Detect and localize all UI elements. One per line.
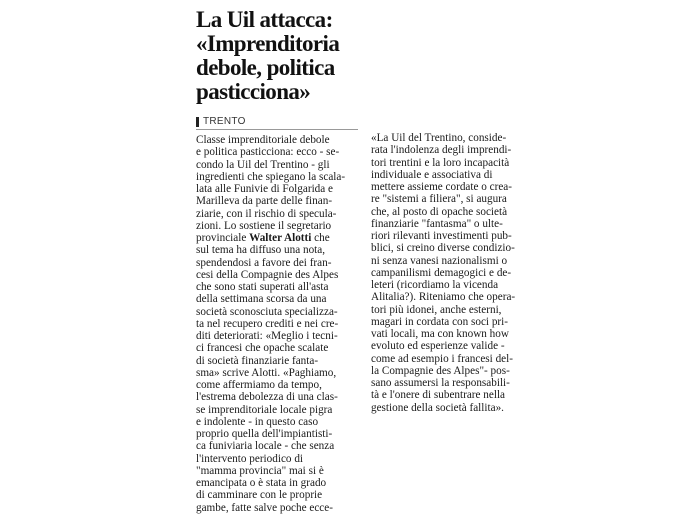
author-name: Walter Alotti (249, 232, 312, 244)
text-line: come affermiamo da tempo, (196, 379, 322, 391)
text-line: sul tema ha diffuso una nota, (196, 244, 326, 257)
article-column-2 (371, 132, 516, 414)
text-line: «La Uil del Trentino, conside- (371, 132, 507, 144)
text-line: Marilleva da parte delle finan- (196, 195, 333, 208)
text-line: di società finanziarie fanta- (196, 354, 319, 367)
text-line: di camminare con le proprie (196, 489, 323, 502)
text-line: leteri (ricordiamo la vicenda (371, 279, 499, 291)
text-line: diti deteriorati: «Meglio i tecni- (196, 330, 338, 342)
text-line: società sconosciuta specializza- (196, 305, 338, 318)
text-line: la Compagnie des Alpes"- pos- (371, 364, 510, 377)
dateline-marker-icon (196, 117, 199, 127)
text-line: individuale e associativa di (371, 168, 493, 181)
text-line: l'estrema debolezza di una clas- (196, 391, 338, 404)
text-line: se imprenditoriale locale pigra (196, 403, 333, 416)
dateline (196, 116, 246, 127)
divider (196, 129, 358, 130)
text-line: lata alle Funivie di Folgarida e (196, 183, 334, 195)
text-line: che (311, 232, 330, 244)
text-line: ta nel recupero crediti e nei cre- (196, 317, 339, 330)
headline-line: La Uil attacca: (196, 7, 333, 32)
headline-line: «Imprenditoria (196, 31, 340, 56)
text-line: e indolente - in questo caso (196, 415, 319, 428)
text-line: come ad esempio i francesi del- (371, 352, 513, 365)
headline-line: pasticciona» (196, 79, 311, 104)
text-line: tori trentini e la loro incapacità (371, 156, 510, 169)
text-line: che sono stati superati all'asta (196, 281, 329, 293)
text-line: gambe, fatte salve poche ecce- (196, 501, 333, 514)
text-line: provinciale (196, 232, 247, 244)
text-line: evoluto ed esperienze valide - (371, 340, 505, 353)
text-line: rata l'indolenza degli imprendi- (371, 144, 512, 157)
text-line: ingredienti che spiegano la scala- (196, 170, 346, 183)
text-line: zioni. Lo sostiene il segretario (196, 219, 332, 232)
text-line: Classe imprenditoriale debole (196, 134, 330, 146)
text-line-with-name (196, 232, 362, 244)
text-line: ziarie, con il rischio di specula- (196, 207, 337, 220)
text-line: tà e l'onere di subentrare nella (371, 389, 506, 402)
article-column-1 (196, 134, 362, 514)
text-line: spendendosi a favore dei fran- (196, 256, 332, 269)
text-line: proprio quella dell'impiantisti- (196, 428, 333, 440)
text-line: sma» scrive Alotti. «Paghiamo, (196, 366, 337, 379)
text-line: vati locali, ma con known how (371, 328, 509, 340)
text-line: condo la Uil del Trentino - gli (196, 158, 330, 171)
text-line: campanilismi demagogici e de- (371, 266, 512, 279)
text-line: "mamma provincia" mai si è (196, 464, 324, 477)
text-line: e politica pasticciona: ecco - se- (196, 146, 340, 159)
text-line: mettere assieme cordate o crea- (371, 181, 513, 193)
text-line: emancipata o è stata in grado (196, 477, 327, 489)
text-line: ni senza vanesi nazionalismi o (371, 254, 508, 267)
text-line: finanziarie "fantasma" o ulte- (371, 217, 503, 230)
text-line: che, al posto di opache società (371, 205, 508, 218)
text-line: sano assumersi la responsabili- (371, 377, 510, 389)
headline (196, 8, 366, 104)
text-line: della settimana scorsa da una (196, 293, 327, 306)
dateline-text: TRENTO (203, 116, 246, 127)
text-line: l'intervento periodico di (196, 452, 304, 465)
text-line: re "sistemi a filiera", si augura (371, 193, 507, 206)
text-line: tori più idonei, anche esterni, (371, 303, 502, 316)
text-line: cesi della Compagnie des Alpes (196, 268, 339, 281)
text-line: riori rilevanti investimenti pub- (371, 230, 512, 242)
text-line: gestione della società fallita». (371, 401, 504, 414)
text-line: magari in cordata con soci pri- (371, 315, 508, 328)
text-line: Alitalia?). Riteniamo che opera- (371, 291, 516, 304)
text-line: ci francesi che opache scalate (196, 342, 329, 355)
headline-line: debole, politica (196, 55, 335, 80)
text-line: blici, si creino diverse condizio- (371, 242, 515, 255)
text-line: ca funiviaria locale - che senza (196, 440, 335, 453)
